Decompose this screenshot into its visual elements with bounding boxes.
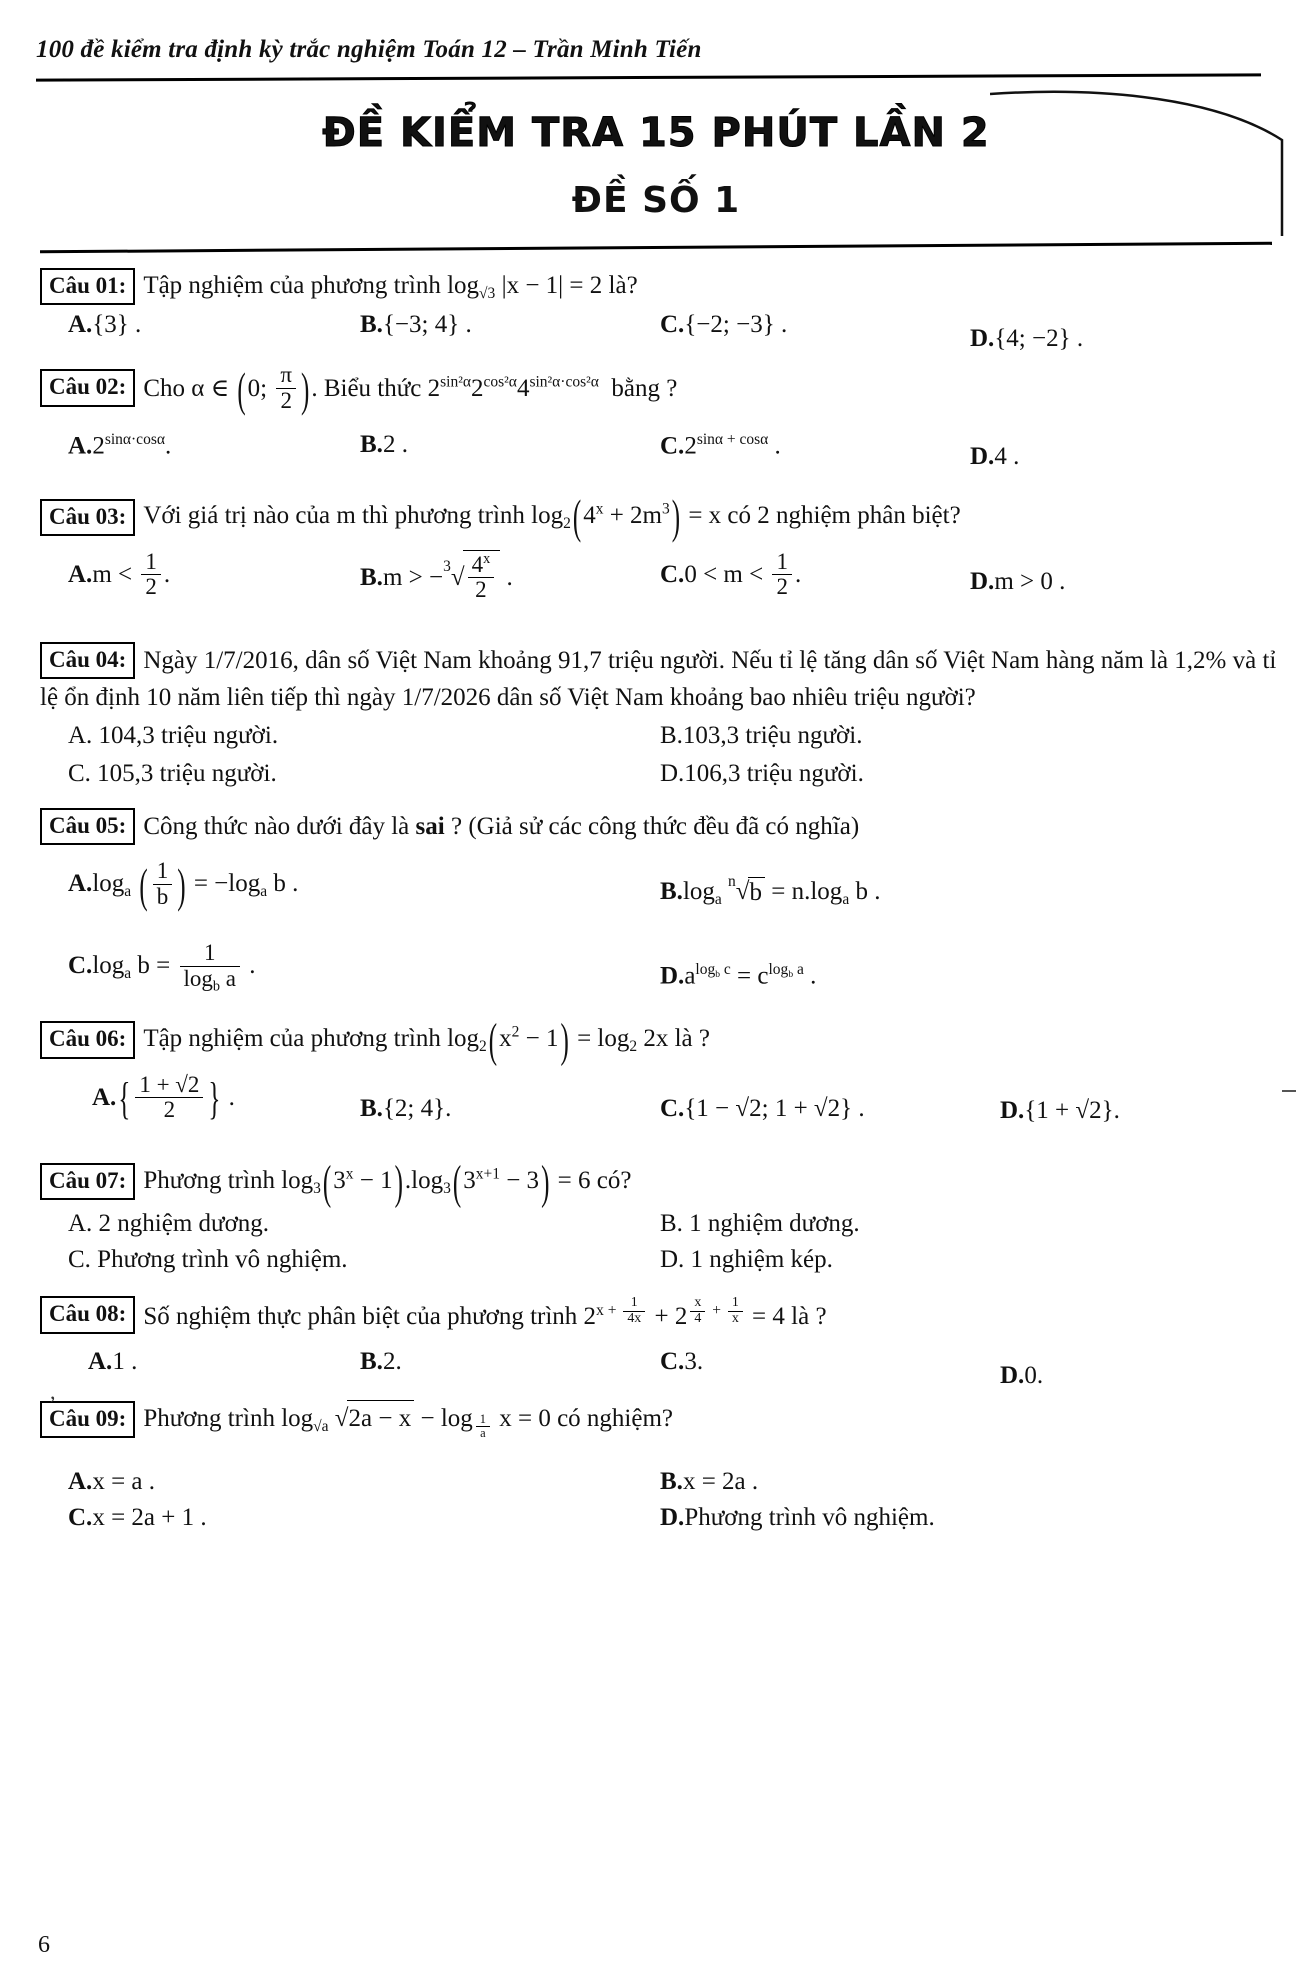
question-number-07: Câu 07: (40, 1163, 135, 1200)
question-03 (40, 493, 1280, 638)
question-number-01: Câu 01: (40, 268, 135, 305)
option-06-a[interactable]: A.{ $\frac{1 + √2}{2}$ } . (92, 1071, 235, 1124)
option-03-c[interactable]: C.0 < m < $\frac{1}{2}$ . (660, 549, 802, 600)
option-02-d[interactable]: D.4 . (970, 442, 1020, 470)
option-01-c[interactable]: C.{−2; −3} . (660, 311, 788, 339)
options-02 (40, 431, 1280, 495)
option-07-d[interactable]: D. 1 nghiệm kép. (660, 1246, 833, 1274)
questions-container (40, 268, 1280, 1552)
option-04-c[interactable]: C. 105,3 triệu người. (68, 760, 277, 788)
question-02 (40, 363, 1280, 494)
option-06-b[interactable]: B.{2; 4}. (360, 1094, 452, 1122)
option-09-d[interactable]: D.Phương trình vô nghiệm. (660, 1503, 935, 1531)
option-01-d[interactable]: D.{4; −2} . (970, 325, 1084, 353)
option-06-c[interactable]: C.{1 − √2; 1 + √2} . (660, 1094, 865, 1122)
option-04-a[interactable]: A. 104,3 triệu người. (68, 722, 279, 750)
option-05-c[interactable]: $C.\log_a$ b = $\frac{1}{\log_b a}$ . (68, 940, 256, 995)
question-number-04: Câu 04: (40, 642, 135, 679)
question-06 (40, 1016, 1280, 1158)
question-stem-09: Phương trình $\log_{√a} √2a - x - \log$ $_{\frac{1}{a}}$ x = 0 có nghiệm? (143, 1405, 673, 1432)
question-08 (40, 1296, 1280, 1395)
options-08 (40, 1348, 1280, 1396)
header-rule (36, 73, 1261, 81)
question-01 (40, 268, 1280, 357)
question-stem-02: Cho α ∈ (0; $\frac{\pi}{2}$ ). Biểu thức $2^{sin^2\alpha}2^{cos^2\alpha}4^{sin^2\alpha\cdot cos^2\alpha}$ bằng ? (143, 362, 678, 417)
options-06 (40, 1073, 1280, 1159)
options-03 (40, 550, 1280, 638)
question-04 (40, 642, 1280, 804)
question-stem-05: Công thức nào dưới đây là sai ? (Giả sử các công thức đều đã có nghĩa) (143, 813, 860, 841)
option-04-b[interactable]: B.103,3 triệu người. (660, 722, 863, 750)
question-stem-03: Với giá trị nào của m thì phương trình $\log_2(4^x + 2m^3) = x$ có 2 nghiệm phân biệt? (143, 493, 961, 545)
option-05-b[interactable]: $B.\log_a$ $^n√b = n.\log_a$ b . (660, 873, 881, 909)
question-stem-01: Tập nghiệm của phương trình $\log_{√3} |x - 1| = 2$ là? (143, 271, 638, 302)
options-07-row2 (40, 1246, 1280, 1290)
question-stem-04: Ngày 1/7/2016, dân số Việt Nam khoảng 91,7 triệu người. Nếu tỉ lệ tăng dân số Việt Nam hàng năm là 1,2% và tỉ lệ ổn định 10 năm liên tiếp thì ngày 1/7/2026 dân số Việt Nam khoảng bao nhiêu triệu người? (40, 647, 1277, 712)
option-02-b[interactable]: B.2 . (360, 430, 408, 458)
question-05 (40, 808, 1280, 1017)
option-03-d[interactable]: D.m > 0 . (970, 568, 1066, 595)
option-08-d[interactable]: D.0. (1000, 1361, 1044, 1389)
option-09-a[interactable]: A.x = a . (68, 1467, 156, 1495)
option-02-a[interactable]: $A.2^{sin\alpha\cdot cos\alpha}$. (68, 430, 172, 460)
option-02-c[interactable]: $C.2^{sin\alpha + cos\alpha}$ . (660, 430, 781, 460)
option-09-b[interactable]: B.x = 2a . (660, 1467, 759, 1495)
page-subtitle: ĐỀ SỐ 1 (571, 180, 741, 221)
question-stem-07: Phương trình $\log_3(3^x - 1).\log_3(3^{x+1} - 3) = 6$ có? (143, 1157, 632, 1209)
running-head: 100 đề kiểm tra định kỳ trắc nghiệm Toán 12 – Trần Minh Tiến (36, 36, 702, 63)
option-07-a[interactable]: A. 2 nghiệm dương. (68, 1210, 270, 1238)
options-05-row2 (40, 941, 1280, 1017)
question-07 (40, 1157, 1280, 1290)
question-number-08: Câu 08: (40, 1296, 135, 1333)
option-08-a[interactable]: A.1 . (88, 1347, 138, 1375)
page-number: 6 (38, 1932, 50, 1958)
question-number-03: Câu 03: (40, 499, 135, 536)
question-number-06: Câu 06: (40, 1021, 135, 1058)
option-07-b[interactable]: B. 1 nghiệm dương. (660, 1210, 860, 1238)
option-03-a[interactable]: A.m < $\frac{1}{2}$ . (68, 549, 171, 600)
options-09-row2 (40, 1504, 1280, 1548)
question-number-09: Câu 09: (40, 1401, 135, 1438)
question-stem-06: Tập nghiệm của phương trình $\log_2(x^2 - 1) = \log_2 2x$ là ? (143, 1016, 710, 1068)
option-07-c[interactable]: C. Phương trình vô nghiệm. (68, 1246, 348, 1274)
page-title: ĐỀ KIỂM TRA 15 PHÚT LẦN 2 (322, 110, 990, 156)
question-stem-08: Số nghiệm thực phân biệt của phương trình $2^{x + \frac{1}{4x}}$ + 2 $^{\frac{x}{4} + \frac{1}{x}}$ = 4 là ? (143, 1295, 827, 1331)
edge-scan-mark (1282, 1090, 1296, 1092)
question-number-05: Câu 05: (40, 808, 135, 845)
option-04-d[interactable]: D.106,3 triệu người. (660, 760, 864, 788)
option-06-d[interactable]: D.{1 + √2}. (1000, 1096, 1120, 1124)
options-04-row2 (40, 760, 1280, 804)
option-09-c[interactable]: C.x = 2a + 1 . (68, 1503, 207, 1531)
options-05-row1 (40, 859, 1280, 931)
options-01 (40, 311, 1280, 357)
question-09 (40, 1400, 1280, 1548)
option-08-c[interactable]: C.3. (660, 1347, 704, 1375)
option-01-b[interactable]: B.{−3; 4} . (360, 311, 472, 339)
stray-mark: , (50, 1379, 56, 1404)
option-05-a[interactable]: $A.\log_a$ ( $\frac{1}{b}$ ) = $-\log_a$ b . (68, 858, 299, 913)
option-01-a[interactable]: A.{3} . (68, 311, 142, 339)
question-number-02: Câu 02: (40, 369, 135, 406)
option-08-b[interactable]: B.2. (360, 1347, 402, 1375)
option-03-b[interactable]: B.m > −$^3$√ $\frac{4^x}{2}$ . (360, 551, 513, 602)
option-05-d[interactable]: $D.a^{log_b c} = c^{log_b a}$ . (660, 961, 817, 991)
title-rule (40, 242, 1272, 254)
